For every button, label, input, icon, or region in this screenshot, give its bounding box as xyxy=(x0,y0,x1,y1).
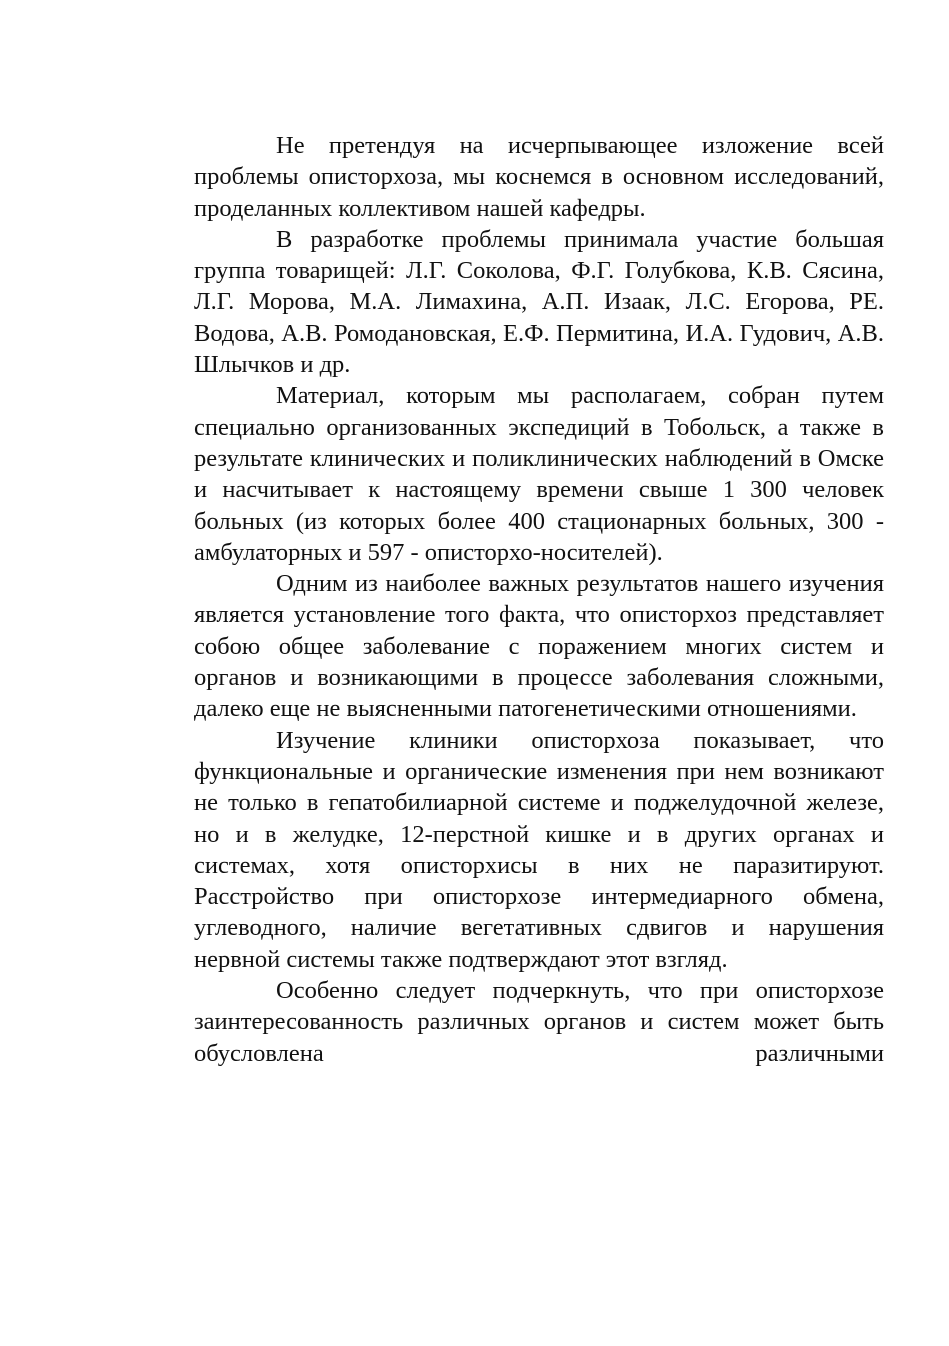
paragraph-3: Материал, которым мы располагаем, собран путем специально организованных экспедиций в Тобольск, а также в результате клинических и поликлинических наблюдений в Омске и насчитывает к настоящему времени свыше 1 300 человек больных (из которых более 400 стационарных больных, 300 - амбулаторных и 597 - описторхо-носителей). xyxy=(194,382,884,566)
paragraph-4: Одним из наиболее важных результатов нашего изучения является установление того факта, что описторхоз представляет собою общее заболевание с поражением многих систем и органов и возникающими в процессе заболевания сложными, далеко еще не выясненными патогенетическими отношениями. xyxy=(194,570,884,723)
body-text xyxy=(194,130,884,1069)
paragraph-1: Не претендуя на исчерпывающее изложение всей проблемы описторхоза, мы коснемся в основном исследований, проделанных коллективом нашей кафедры. xyxy=(194,132,884,222)
paragraph-6: Особенно следует подчеркнуть, что при описторхозе заинтересованность различных органов и систем может быть обусловлена различными xyxy=(194,977,884,1067)
paragraph-5: Изучение клиники описторхоза показывает, что функциональные и органические изменения при нем возникают не только в гепатобилиарной системе и поджелудочной железе, но и в желудке, 12-перстной кишке и в других органах и системах, хотя описторхисы в них не паразитируют. Расстройство при описторхозе интермедиарного обмена, углеводного, наличие вегетативных сдвигов и нарушения нервной системы также подтверждают этот взгляд. xyxy=(194,726,884,973)
paragraph-2: В разработке проблемы принимала участие большая группа товарищей: Л.Г. Соколова, Ф.Г. Голубкова, К.В. Сясина, Л.Г. Морова, М.А. Лимахина, А.П. Изаак, Л.С. Егорова, РЕ. Водова, А.В. Ромодановская, Е.Ф. Пермитина, И.А. Гудович, А.В. Шлычков и др. xyxy=(194,225,884,379)
